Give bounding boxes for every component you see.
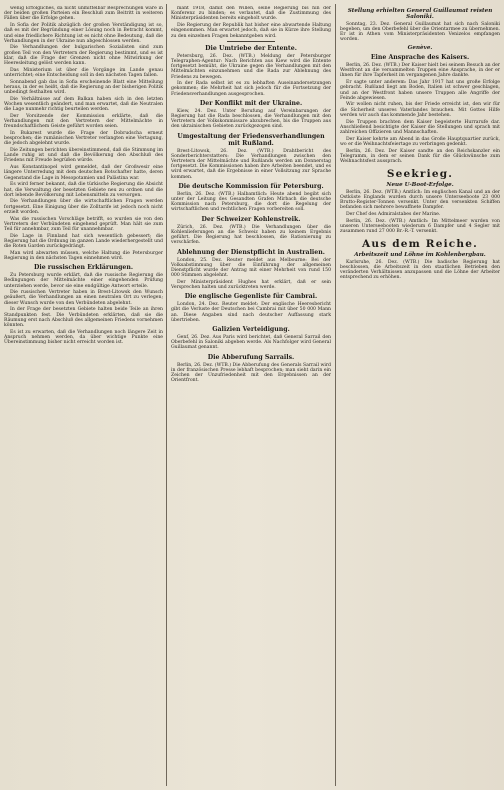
paragraph: Sonnabend gab das in Sofia erscheinende Blatt eine Mitteilung heraus, in der es heißt, daß die Regierung an der bisherigen Politik unbedingt festhalten wird. [4, 79, 163, 96]
article-text [171, 335, 331, 351]
paragraph: Karlsruhe, 26. Dez. (WTB.) Die badische Regierung hat beschlossen, die Arbeitszeit in den staatlichen Betrieben den veränderten Verhältnissen anzupassen und die Löhne der Arbeiter entsprechend zu erhöhen. [340, 259, 500, 281]
paragraph: Die Verhältnisse auf dem Balkan haben sich in den letzten Wochen wesentlich geändert, und man erwartet, daß die Neutralen die Lage nunmehr richtig beurteilen werden. [4, 96, 163, 113]
article-heading: Der Schweizer Kohlenstreik. [201, 215, 301, 223]
column-1 [4, 6, 163, 784]
paragraph: mant 1918, damit den Willen, seine Regierung bis hin der Konferenz zu binden; es verlautet, daß die Zustimmung des Ministerpräsidenten bereits eingeholt wurde. [171, 6, 331, 22]
column-1-body [4, 6, 163, 261]
paragraph: Berlin, 26. Dez. (WTB.) Der Kaiser hielt bei seinem Besuch an der Westfront an die versammelten Truppen eine Ansprache, in der er ihnen für ihre Tapferkeit im vergangenen Jahre dankte. [340, 63, 500, 79]
column-1-after [4, 273, 163, 345]
column-rule [335, 4, 336, 786]
paragraph: Wir wollen nicht ruhen, bis der Friede erreicht ist, den wir für die Sicherheit unseres Vaterlandes brauchen. Mit Gottes Hilfe werden wir auch das kommende Jahr bestehen. [340, 102, 500, 118]
paragraph: Der Kaiser kehrte am Abend in das Große Hauptquartier zurück, wo er die Weihnachtsfeiertage zu verbringen gedenkt. [340, 136, 500, 147]
subheading: Neue U-Boot-Erfolge. [386, 182, 454, 189]
article-text [340, 22, 500, 43]
paragraph: wenig Erfolgliches, da nicht unmittelbar Besprechungen wäre in der beiden großen Parteien ein Beschluß zum Beitritt in weiteren Fällen über die Erfolge gehen. [4, 6, 163, 22]
paragraph: Die Truppen brachten dem Kaiser begeisterte Hurrarufe dar. Anschließend besichtigte der Kaiser die Stellungen und sprach mit zahlreichen Offizieren und Mannschaften. [340, 119, 500, 135]
column-3 [340, 6, 500, 784]
article-text [340, 63, 500, 164]
article-heading: Umgestaltung der Friedensverhandlungen mit Rußland. [177, 132, 325, 147]
paragraph: Berlin, 26. Dez. (WTB.) Die Abberufung des Generals Sarrail wird in der französischen Presse lebhaft besprochen; man sieht darin ein Zeichen der Unzufriedenheit mit den Ergebnissen an der Orientfront. [171, 362, 331, 384]
paragraph: Der Chef des Admiralstabes der Marine. [346, 211, 441, 217]
paragraph: Petersburg, 26. Dez. (WTB.) Meldung der Petersburger Telegraphen-Agentur: Nach Berichten aus Kiew wird die Entente fortgesetzt bemüht, die Ukraine gegen die Verhandlungen mit den Mittelmächten einzunehmen und die Rada zur Ablehnung des Friedens zu bewegen. [171, 53, 331, 80]
reich-heading: Aus dem Reiche. [362, 238, 478, 251]
paragraph: Sonntag, 23. Dez. General Guillaumat hat sich nach Saloniki begeben, um den Oberbefehl über die Orientarmee zu übernehmen. Er ist in Athen vom Ministerpräsidenten Venizelos empfangen worden. [340, 21, 500, 43]
seekrieg-heading: Seekrieg. [386, 168, 454, 181]
article-text [171, 225, 331, 246]
article-text [171, 363, 331, 384]
paragraph: In der Frage der besetzten Gebiete halten beide Teile an ihren Standpunkten fest. Die Verbündeten erklärten, daß sie die Räumung erst nach Abschluß des allgemeinen Friedens vornehmen könnten. [4, 307, 163, 328]
paragraph: London, 24. Dez. Reuter meldet: Der englische Heeresbericht gibt die Verluste der Deutschen bei Cambrai mit über 50 000 Mann an. Diese Angaben sind nach deutscher Auffassung stark übertrieben. [171, 302, 331, 323]
article-heading: Stellung erhielten General Guillaumat reisten Saloniki. [347, 8, 493, 21]
subheading: Genève. [407, 44, 433, 51]
article-text [340, 190, 500, 235]
paragraph: Die Verhandlungen der bulgarischen Sozialisten sind zum großen Teil von den Vertretern der Regierung bestimmt, und es ist klar, daß die Frage der Grenzen nicht ohne Mitwirkung der Heeresleitung gelöst werden kann. [4, 45, 163, 67]
paragraph: Berlin, 26. Dez. Der Kaiser sandte an den Reichskanzler ein Telegramm, in dem er seinen Dank für die Glückwünsche zum Weihnachtsfest aussprach. [340, 148, 500, 164]
article-heading: Die Abberufung Sarrails. [207, 353, 295, 361]
paragraph: Was die russischen Vorschläge betrifft, so wurden sie von den Vertretern der Verbündeten eingehend geprüft. Man hält sie zum Teil für annehmbar, zum Teil für unannehmbar. [4, 216, 163, 232]
paragraph: Die Verhandlungen über die wirtschaftlichen Fragen werden fortgesetzt. Eine Einigung über die Zolltarife ist jedoch noch nicht erzielt worden. [4, 199, 163, 215]
paragraph: Berlin, 26. Dez. (WTB.) Amtlich: Im englischen Kanal und an der Ostküste Englands wurden durch unsere Unterseeboote 23 000 Brutto-Register-Tonnen versenkt. Unter den versenkten Schiffen befanden sich mehrere bewaffnete Dampfer. [340, 189, 500, 211]
article-heading: Die deutsche Kommission für Petersburg. [178, 182, 324, 190]
article-text [171, 302, 331, 323]
paragraph: Das Ministerium ist über die Vorgänge im Lande genau unterrichtet; eine Entscheidung soll in den nächsten Tagen fallen. [4, 67, 163, 78]
paragraph: Zürich, 26. Dez. (WTB.) Die Verhandlungen über die Kohlenlieferungen an die Schweiz haben zu keinem Ergebnis geführt. Die Regierung hat beschlossen, die Rationierung zu verschärfen. [171, 224, 331, 246]
article-heading: Der Konflikt mit der Ukraine. [199, 99, 303, 107]
article-heading: Galizien Verteidigung. [212, 326, 290, 334]
paragraph: London, 25. Dez. Reuter meldet aus Melbourne: Bei der Volksabstimmung über die Einführung der allgemeinen Dienstpflicht wurde der Antrag mit einer Mehrheit von rund 150 000 Stimmen abgelehnt. [171, 257, 331, 279]
article-text [171, 258, 331, 291]
paragraph: Kiew, 24. Dez. Unter Berufung auf Vereinbarungen der Regierung hat die Rada beschlossen, die Verhandlungen mit den Vertretern der Volkskommissare abzubrechen, bis die Truppen aus den ukrainischen Gebieten zurückgezogen sind. [171, 108, 331, 130]
subheading: Arbeitszeit und Löhne im Kohlenbergbau. [354, 252, 486, 259]
column-rule [166, 4, 167, 786]
kaiser-heading: Eine Ansprache des Kaisers. [370, 54, 470, 62]
paragraph: Die russischen Vertreter haben in Brest-Litowsk den Wunsch geäußert, die Verhandlungen an einen neutralen Ort zu verlegen; dieser Wunsch wurde von den Verbündeten abgelehnt. [4, 290, 163, 306]
paragraph: Die Lage in Finnland hat sich wesentlich gebessert; die Regierung hat die Ordnung im ganzen Lande wiederhergestellt und die Roten Garden zurückgedrängt. [4, 233, 163, 250]
paragraph: Genf, 26. Dez. Aus Paris wird berichtet, daß General Sarrail den Oberbefehl in Saloniki abgeben werde. Als Nachfolger wird General Guillaumat genannt. [171, 335, 331, 351]
paragraph: In Sofia der Politik abzüglich der großen Verständigung ist so, daß es mit der Begründung einer Lösung noch in Betracht kommt, und eine friedlichere Richtung ist es nicht ohne Bedeutung, daß die Verhandlungen in der Ukraine nun abgeschlossen werden. [4, 23, 163, 44]
paragraph: Brest-Litowsk, 26. Dez. (WTB.) Drahtbericht des Sonderberichterstatters: Die Verhandlungen zwischen den Vertretern der Mittelmächte und Rußlands werden am Donnerstag fortgesetzt. Die Kommissionen haben ihre Arbeiten beendet, und es wird erwartet, daß die Ergebnisse in einer Vollsitzung zur Sprache kommen. [171, 148, 331, 180]
article-text [171, 192, 331, 213]
article-heading: Die englische Gegenliste für Cambrai. [184, 293, 318, 301]
paragraph: In Bukarest wurde die Frage der Dobrudscha erneut besprochen; die rumänischen Vertreter verlangten eine Vertagung, die jedoch abgelehnt wurde. [4, 130, 163, 147]
intro-text [171, 6, 331, 39]
paragraph: Berlin, 26. Dez. (WTB.) Amtlich: Im Mittelmeer wurden von unseren Unterseebooten wiederum 6 Dampfer und 4 Segler mit zusammen rund 27 000 Br.-R.-T. versenkt. [340, 218, 500, 235]
paragraph: Berlin, 26. Dez. (WTB.) Halbamtlich: Heute abend begibt sich unter der Leitung des Gesandten Grafen Mirbach die deutsche Kommission nach Petersburg, die dort die Regelung der wirtschaftlichen und rechtlichen Fragen vorbereiten soll. [171, 191, 331, 213]
article-text [171, 54, 331, 97]
paragraph: Der Vorsitzende der Kommission erklärte, daß die Verhandlungen mit den Vertretern der Mittelmächte in freundschaftlichem Geiste geführt worden seien. [4, 113, 163, 130]
paragraph: In der Rada selbst ist es zu lebhaften Auseinandersetzungen gekommen; die Mehrheit hat sich jedoch für die Fortsetzung der Friedensverhandlungen ausgesprochen. [171, 81, 331, 97]
paragraph: Es wird ferner bekannt, daß die türkische Regierung die Absicht hat, die Verwaltung der besetzten Gebiete neu zu ordnen und die dort lebende Bevölkerung mit Lebensmitteln zu versorgen. [4, 182, 163, 198]
article-text [340, 260, 500, 281]
paragraph: Die Zeitungen berichten übereinstimmend, daß die Stimmung im Lande ruhig ist und daß die Bevölkerung den Abschluß des Friedens mit Freude begrüßen würde. [4, 148, 163, 164]
article-heading: Ablehnung der Dienstpflicht in Australien. [177, 248, 325, 256]
column-2 [171, 6, 331, 784]
article-text [171, 149, 331, 180]
section-heading: Die russischen Erklärungen. [33, 264, 134, 272]
article-heading: Die Umtriebe der Entente. [205, 44, 297, 52]
paragraph: Er sagte unter anderem: Das Jahr 1917 hat uns große Erfolge gebracht. Rußland liegt am Boden, Italien ist schwer geschlagen, und an der Westfront haben unsere Truppen alle Angriffe der Feinde abgewiesen. [340, 80, 500, 101]
article-text [171, 109, 331, 130]
paragraph: Zu Petersburg wurde erklärt, daß die russische Regierung die Bedingungen der Mittelmächte einer eingehenden Prüfung unterziehen werde, bevor sie eine endgültige Antwort erteile. [4, 273, 163, 289]
paragraph: Es ist zu erwarten, daß die Verhandlungen noch längere Zeit in Anspruch nehmen werden, da über wichtige Punkte eine Übereinstimmung bisher nicht erreicht worden ist. [4, 329, 163, 346]
paragraph: Die Regierung der Republik hat bisher eine abwartende Haltung eingenommen. Man erwartet jedoch, daß sie in Kürze ihre Stellung zu den einzelnen Fragen bekanntgeben wird. [171, 23, 331, 39]
paragraph: Aus Konstantinopel wird gemeldet, daß der Großwesir eine längere Unterredung mit dem deutschen Botschafter hatte, deren Gegenstand die Lage in Mesopotamien und Palästina war. [4, 165, 163, 181]
paragraph: Der Ministerpräsident Hughes hat erklärt, daß er sein Versprechen halten und zurücktreten werde. [171, 279, 331, 291]
paragraph: Man wird abwarten müssen, welche Haltung die Petersburger Regierung in den nächsten Tagen einnehmen wird. [4, 250, 163, 261]
